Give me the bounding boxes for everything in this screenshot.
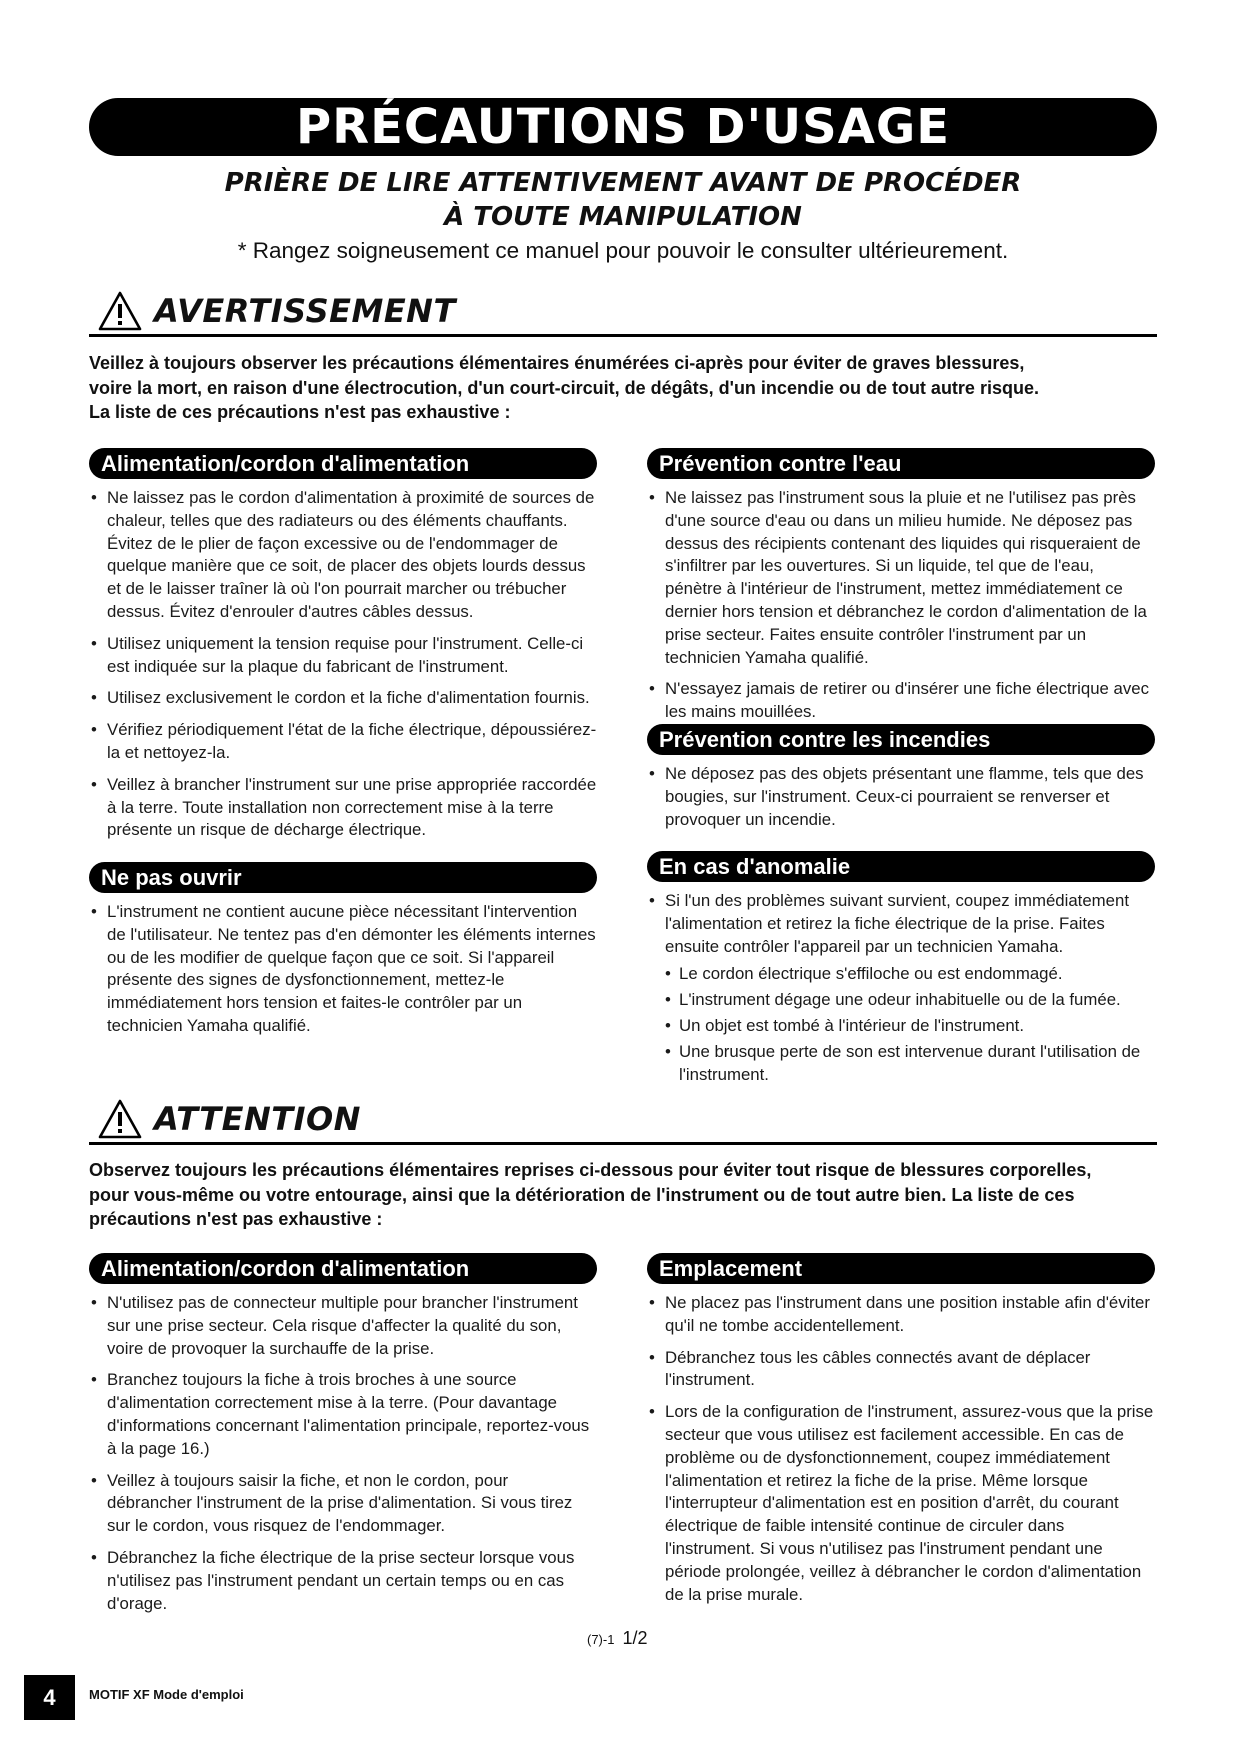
warning-triangle-icon bbox=[97, 1098, 143, 1140]
keep-manual-note: * Rangez soigneusement ce manuel pour pouvoir le consulter ultérieurement. bbox=[237, 238, 1009, 263]
sub-list-item: • Un objet est tombé à l'intérieur de l'instrument. bbox=[665, 1015, 1155, 1038]
section-fire bbox=[647, 724, 1155, 840]
section-heading: Prévention contre les incendies bbox=[647, 724, 1155, 755]
list-item: • L'instrument ne contient aucune pièce nécessitant l'intervention de l'utilisateur. Ne tentez pas d'en démonter les éléments internes ou de les modifier de quelque façon que ce soit. Si l'appareil présente des signes de dysfonctionnement, mettez-le immédiatement hors tension et faites-le contrôler par un technicien Yamaha qualifié. bbox=[89, 901, 597, 1038]
list-item: • N'utilisez pas de connecteur multiple pour brancher l'instrument sur une prise secteur. Cela risque d'affecter la qualité du son, voire de provoquer la surchauffe de la prise. bbox=[89, 1292, 597, 1360]
sub-list-item: • Une brusque perte de son est intervenue durant l'utilisation de l'instrument. bbox=[665, 1041, 1155, 1087]
subtitle-line-1: PRIÈRE DE LIRE ATTENTIVEMENT AVANT DE PROCÉDER bbox=[224, 168, 1022, 198]
caution-intro-line: précautions n'est pas exhaustive : bbox=[89, 1209, 383, 1229]
sub-list-item: • L'instrument dégage une odeur inhabituelle ou de la fumée. bbox=[665, 989, 1155, 1012]
list-item: • N'essayez jamais de retirer ou d'insérer une fiche électrique avec les mains mouillées. bbox=[647, 678, 1155, 724]
list-item: • Branchez toujours la fiche à trois broches à une source d'alimentation correctement mise à la terre. (Pour davantage d'informations concernant l'alimentation principale, reportez-vous à la page 16.) bbox=[89, 1369, 597, 1460]
item-list bbox=[647, 763, 1155, 831]
section-heading: En cas d'anomalie bbox=[647, 851, 1155, 882]
list-item bbox=[647, 890, 1155, 1086]
list-item: • Ne laissez pas l'instrument sous la pluie et ne l'utilisez pas près d'une source d'eau ou dans un milieu humide. Ne déposez pas dessus des récipients contenant des liquides qui risqueraient de s'infiltrer par les ouvertures. Si un liquide, tel que de l'eau, pénètre à l'intérieur de l'instrument, mettez immédiatement ce dernier hors tension et débranchez le cordon d'alimentation de la prise secteur. Faites ensuite contrôler l'instrument par un technicien Yamaha qualifié. bbox=[647, 487, 1155, 669]
list-item: • Veillez à brancher l'instrument sur une prise appropriée raccordée à la terre. Toute installation non correctement mise à la terre présente un risque de décharge électrique. bbox=[89, 774, 597, 842]
list-item: • Vérifiez périodiquement l'état de la fiche électrique, dépoussiérez-la et nettoyez-la. bbox=[89, 719, 597, 765]
list-item-text: Si l'un des problèmes suivant survient, coupez immédiatement l'alimentation et retirez la fiche électrique de la prise. Faites ensuite contrôler l'appareil par un technicien Yamaha. bbox=[665, 891, 1129, 956]
item-list bbox=[647, 487, 1155, 724]
section-heading: Prévention contre l'eau bbox=[647, 448, 1155, 479]
section-heading: Emplacement bbox=[647, 1253, 1155, 1284]
section-water bbox=[647, 448, 1155, 733]
caution-intro-line: Observez toujours les précautions élémentaires reprises ci-dessous pour éviter tout risque de blessures corporelles, bbox=[89, 1160, 1092, 1180]
caution-intro bbox=[89, 1158, 1157, 1232]
caution-heading-text: ATTENTION bbox=[154, 1100, 361, 1138]
list-item: • Débranchez la fiche électrique de la prise secteur lorsque vous n'utilisez pas l'instrument pendant un certain temps ou en cas d'orage. bbox=[89, 1547, 597, 1615]
list-item: • Utilisez uniquement la tension requise pour l'instrument. Celle-ci est indiquée sur la plaque du fabricant de l'instrument. bbox=[89, 633, 597, 679]
section-anomaly bbox=[647, 851, 1155, 1095]
document-code-number: (7)-1 bbox=[587, 1632, 615, 1647]
page-number: 4 bbox=[24, 1675, 75, 1720]
item-list bbox=[89, 487, 597, 842]
document-code-fraction: 1/2 bbox=[622, 1628, 648, 1648]
section-power-cord-caution bbox=[89, 1253, 597, 1624]
item-list bbox=[89, 901, 597, 1038]
list-item: • Ne placez pas l'instrument dans une position instable afin d'éviter qu'il ne tombe accidentellement. bbox=[647, 1292, 1155, 1338]
section-power-cord-warning bbox=[89, 448, 597, 851]
caution-intro-line: pour vous-même ou votre entourage, ainsi que la détérioration de l'instrument ou de tout autre bien. La liste de ces bbox=[89, 1184, 1075, 1205]
list-item: • Ne laissez pas le cordon d'alimentation à proximité de sources de chaleur, telles que des radiateurs ou des éléments chauffants. Évitez de le plier de façon excessive ou de l'endommager de quelque manière que ce soit, de placer des objets lourds dessus et de le laisser traîner là où l'on pourrait marcher ou trébucher dessus. Évitez d'enrouler d'autres câbles dessus. bbox=[89, 487, 597, 624]
warning-intro-line: La liste de ces précautions n'est pas exhaustive : bbox=[89, 402, 511, 422]
warning-triangle-icon bbox=[97, 290, 143, 332]
warning-intro-line: voire la mort, en raison d'une électrocution, d'un court-circuit, de dégâts, d'un incendie ou de tout autre risque. bbox=[89, 377, 1039, 398]
section-location bbox=[647, 1253, 1155, 1615]
list-item: • Ne déposez pas des objets présentant une flamme, tels que des bougies, sur l'instrument. Ceux-ci pourraient se renverser et provoquer un incendie. bbox=[647, 763, 1155, 831]
document-code bbox=[587, 1628, 647, 1649]
warning-heading bbox=[89, 290, 1157, 337]
section-heading: Alimentation/cordon d'alimentation bbox=[89, 1253, 597, 1284]
list-item: • Débranchez tous les câbles connectés avant de déplacer l'instrument. bbox=[647, 1347, 1155, 1393]
section-do-not-open bbox=[89, 862, 597, 1047]
section-heading: Alimentation/cordon d'alimentation bbox=[89, 448, 597, 479]
list-item: • Lors de la configuration de l'instrument, assurez-vous que la prise secteur que vous utilisez est facilement accessible. En cas de problème ou de dysfonctionnement, coupez immédiatement l'alimentation et retirez la fiche de la prise. Même lorsque l'interrupteur d'alimentation est en position d'arrêt, du courant électrique de faible intensité continue de circuler dans l'instrument. Si vous n'utilisez pas l'instrument pendant une période prolongée, veillez à débrancher le cordon d'alimentation de la prise murale. bbox=[647, 1401, 1155, 1606]
sub-list bbox=[665, 963, 1155, 1086]
sub-list-item: • Le cordon électrique s'effiloche ou est endommagé. bbox=[665, 963, 1155, 986]
list-item: • Veillez à toujours saisir la fiche, et non le cordon, pour débrancher l'instrument de la prise d'alimentation. Si vous tirez sur le cordon, vous risquez de l'endommager. bbox=[89, 1470, 597, 1538]
warning-intro-line: Veillez à toujours observer les précautions élémentaires énumérées ci-après pour éviter de graves blessures, bbox=[89, 353, 1025, 373]
subtitle-line-2: À TOUTE MANIPULATION bbox=[444, 202, 802, 232]
caution-heading bbox=[89, 1098, 1157, 1145]
footer-doc-title: MOTIF XF Mode d'emploi bbox=[89, 1687, 244, 1702]
item-list bbox=[89, 1292, 597, 1615]
warning-intro bbox=[89, 351, 1157, 425]
page-title: PRÉCAUTIONS D'USAGE bbox=[89, 98, 1157, 156]
item-list bbox=[647, 1292, 1155, 1606]
list-item: • Utilisez exclusivement le cordon et la fiche d'alimentation fournis. bbox=[89, 687, 597, 710]
item-list bbox=[647, 890, 1155, 1086]
section-heading: Ne pas ouvrir bbox=[89, 862, 597, 893]
warning-heading-text: AVERTISSEMENT bbox=[154, 292, 456, 330]
